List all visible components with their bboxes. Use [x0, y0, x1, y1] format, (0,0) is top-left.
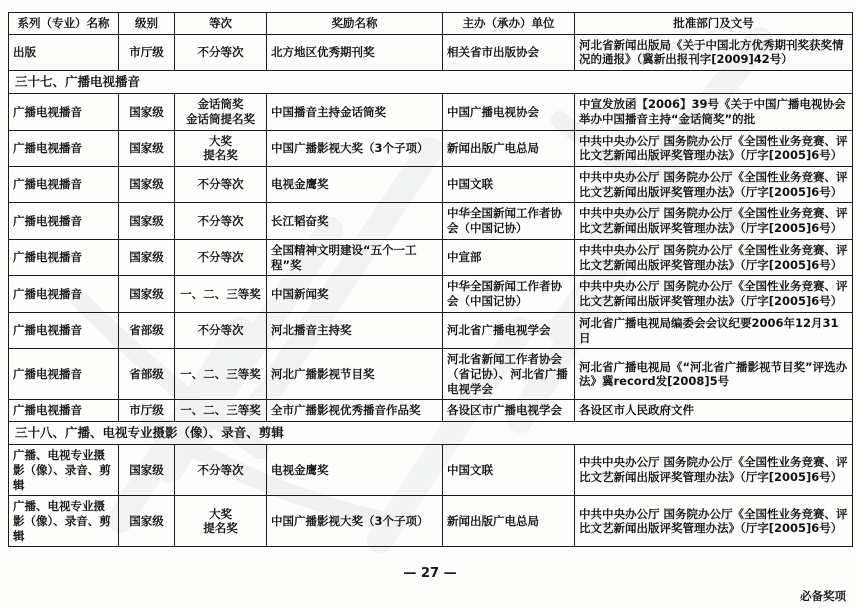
cell-award-name: 电视金鹰奖 [267, 167, 443, 203]
cell-organizer: 新闻出版广电总局 [443, 496, 575, 547]
col-header-approval: 批准部门及文号 [575, 13, 853, 35]
table-row [9, 445, 853, 496]
cell-series: 广播电视播音 [9, 130, 119, 166]
cell-level: 国家级 [119, 94, 175, 130]
cell-organizer: 中宣部 [443, 239, 575, 275]
cell-approval: 中宣发放函【2006】39号《关于中国广播电视协会举办中国播音主持“金话筒奖”的批 [575, 94, 853, 130]
cell-approval: 河北省广播电视局《“河北省广播影视节目奖”评选办法》冀record发[2008]5号 [575, 349, 853, 400]
corner-label: 必备奖项 [800, 589, 846, 603]
cell-level: 国家级 [119, 203, 175, 239]
table-row [9, 496, 853, 547]
cell-grade: 不分等次 [175, 312, 267, 348]
cell-level: 国家级 [119, 167, 175, 203]
cell-grade: 一、二、三等奖 [175, 400, 267, 422]
cell-approval: 河北省广播电视局编委会会议纪要2006年12月31日 [575, 312, 853, 348]
cell-approval: 中共中央办公厅 国务院办公厅《全国性业务竞赛、评比文艺新闻出版评奖管理办法》（厅字[2005]6号） [575, 276, 853, 312]
cell-level: 国家级 [119, 496, 175, 547]
cell-grade: 一、二、三等奖 [175, 276, 267, 312]
cell-series: 广播电视播音 [9, 94, 119, 130]
cell-organizer: 相关省市出版协会 [443, 34, 575, 70]
cell-award-name: 北方地区优秀期刊奖 [267, 34, 443, 70]
cell-organizer: 新闻出版广电总局 [443, 130, 575, 166]
cell-level: 国家级 [119, 239, 175, 275]
award-table-container [8, 12, 852, 547]
cell-level: 国家级 [119, 130, 175, 166]
cell-grade: 大奖 提名奖 [175, 130, 267, 166]
cell-level: 市厅级 [119, 400, 175, 422]
cell-series: 广播电视播音 [9, 276, 119, 312]
cell-series: 广播电视播音 [9, 312, 119, 348]
award-table [8, 12, 853, 547]
cell-organizer: 各设区市广播电视学会 [443, 400, 575, 422]
cell-organizer: 中华全国新闻工作者协会（中国记协） [443, 276, 575, 312]
cell-approval: 中共中央办公厅 国务院办公厅《全国性业务竞赛、评比文艺新闻出版评奖管理办法》（厅字[2005]6号） [575, 130, 853, 166]
cell-series: 广播、电视专业摄影（像）、录音、剪辑 [9, 445, 119, 496]
cell-award-name: 电视金鹰奖 [267, 445, 443, 496]
cell-level: 国家级 [119, 276, 175, 312]
table-row [9, 34, 853, 70]
col-header-series: 系列（专业）名称 [9, 13, 119, 35]
cell-series: 广播、电视专业摄影（像）、录音、剪辑 [9, 496, 119, 547]
cell-award-name: 中国广播影视大奖（3个子项） [267, 496, 443, 547]
cell-series: 广播电视播音 [9, 239, 119, 275]
cell-level: 国家级 [119, 445, 175, 496]
col-header-grade: 等次 [175, 13, 267, 35]
table-row [9, 400, 853, 422]
table-row [9, 349, 853, 400]
col-header-award-name: 奖励名称 [267, 13, 443, 35]
table-section-row [9, 71, 853, 94]
table-header-row [9, 13, 853, 35]
section-title: 三十八、广播、电视专业摄影（像）、录音、剪辑 [9, 422, 853, 445]
cell-level: 省部级 [119, 312, 175, 348]
cell-grade: 不分等次 [175, 239, 267, 275]
table-row [9, 239, 853, 275]
cell-award-name: 全市广播影视优秀播音作品奖 [267, 400, 443, 422]
table-section-row [9, 422, 853, 445]
table-row [9, 130, 853, 166]
col-header-organizer: 主办（承办）单位 [443, 13, 575, 35]
cell-grade: 不分等次 [175, 34, 267, 70]
cell-series: 广播电视播音 [9, 203, 119, 239]
table-row [9, 94, 853, 130]
table-row [9, 203, 853, 239]
cell-approval: 河北省新闻出版局《关于中国北方优秀期刊奖获奖情况的通报》（冀新出报刊字[2009]42号） [575, 34, 853, 70]
cell-series: 广播电视播音 [9, 167, 119, 203]
cell-organizer: 中国广播电视协会 [443, 94, 575, 130]
table-row [9, 276, 853, 312]
cell-award-name: 河北播音主持奖 [267, 312, 443, 348]
cell-organizer: 中华全国新闻工作者协会（中国记协） [443, 203, 575, 239]
cell-series: 广播电视播音 [9, 349, 119, 400]
cell-grade: 大奖 提名奖 [175, 496, 267, 547]
cell-series: 出版 [9, 34, 119, 70]
page-number: — 27 — [403, 566, 457, 581]
cell-organizer: 河北省广播电视学会 [443, 312, 575, 348]
cell-organizer: 中国文联 [443, 167, 575, 203]
cell-grade: 一、二、三等奖 [175, 349, 267, 400]
cell-grade: 不分等次 [175, 203, 267, 239]
cell-award-name: 长江韬奋奖 [267, 203, 443, 239]
table-row [9, 167, 853, 203]
cell-series: 广播电视播音 [9, 400, 119, 422]
col-header-level: 级别 [119, 13, 175, 35]
cell-award-name: 河北广播影视节目奖 [267, 349, 443, 400]
cell-approval: 中共中央办公厅 国务院办公厅《全国性业务竞赛、评比文艺新闻出版评奖管理办法》（厅字[2005]6号） [575, 203, 853, 239]
cell-level: 市厅级 [119, 34, 175, 70]
cell-approval: 中共中央办公厅 国务院办公厅《全国性业务竞赛、评比文艺新闻出版评奖管理办法》（厅字[2005]6号） [575, 167, 853, 203]
cell-approval: 各设区市人民政府文件 [575, 400, 853, 422]
cell-approval: 中共中央办公厅 国务院办公厅《全国性业务竞赛、评比文艺新闻出版评奖管理办法》（厅字[2005]6号） [575, 445, 853, 496]
section-title: 三十七、广播电视播音 [9, 71, 853, 94]
cell-approval: 中共中央办公厅 国务院办公厅《全国性业务竞赛、评比文艺新闻出版评奖管理办法》（厅字[2005]6号） [575, 239, 853, 275]
table-body [9, 34, 853, 547]
cell-award-name: 全国精神文明建设“五个一工程”奖 [267, 239, 443, 275]
cell-grade: 不分等次 [175, 167, 267, 203]
cell-level: 省部级 [119, 349, 175, 400]
cell-award-name: 中国新闻奖 [267, 276, 443, 312]
cell-award-name: 中国播音主持金话筒奖 [267, 94, 443, 130]
cell-grade: 不分等次 [175, 445, 267, 496]
cell-approval: 中共中央办公厅 国务院办公厅《全国性业务竞赛、评比文艺新闻出版评奖管理办法》（厅字[2005]6号） [575, 496, 853, 547]
cell-organizer: 中国文联 [443, 445, 575, 496]
cell-organizer: 河北省新闻工作者协会（省记协）、河北省广播电视学会 [443, 349, 575, 400]
cell-award-name: 中国广播影视大奖（3个子项） [267, 130, 443, 166]
table-row [9, 312, 853, 348]
cell-grade: 金话筒奖 金话筒提名奖 [175, 94, 267, 130]
